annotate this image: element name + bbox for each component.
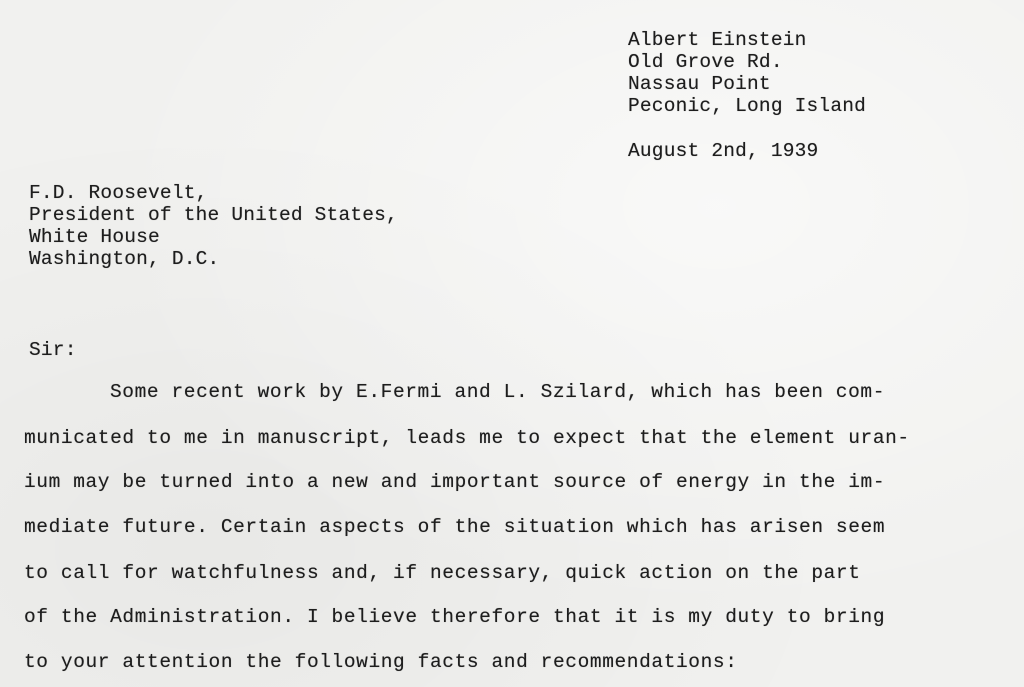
recipient-building: White House (29, 226, 160, 248)
sender-street: Old Grove Rd. (628, 51, 783, 73)
body-line: to your attention the following facts and recommendations: (24, 651, 738, 673)
body-line: ium may be turned into a new and important source of energy in the im- (24, 471, 886, 493)
body-line: of the Administration. I believe therefore that it is my duty to bring (24, 606, 886, 628)
recipient-title: President of the United States, (29, 204, 398, 226)
body-line: mediate future. Certain aspects of the situation which has arisen seem (24, 516, 886, 538)
sender-locality: Nassau Point (628, 73, 771, 95)
salutation: Sir: (29, 339, 77, 361)
letter-date: August 2nd, 1939 (628, 140, 819, 162)
sender-town: Peconic, Long Island (628, 95, 867, 117)
body-line: municated to me in manuscript, leads me to expect that the element uran- (24, 427, 910, 449)
body-line: Some recent work by E.Fermi and L. Szilard, which has been com- (110, 381, 886, 403)
recipient-name: F.D. Roosevelt, (29, 182, 208, 204)
recipient-city: Washington, D.C. (29, 248, 220, 270)
body-line: to call for watchfulness and, if necessary, quick action on the part (24, 562, 861, 584)
sender-name: Albert Einstein (628, 29, 807, 51)
